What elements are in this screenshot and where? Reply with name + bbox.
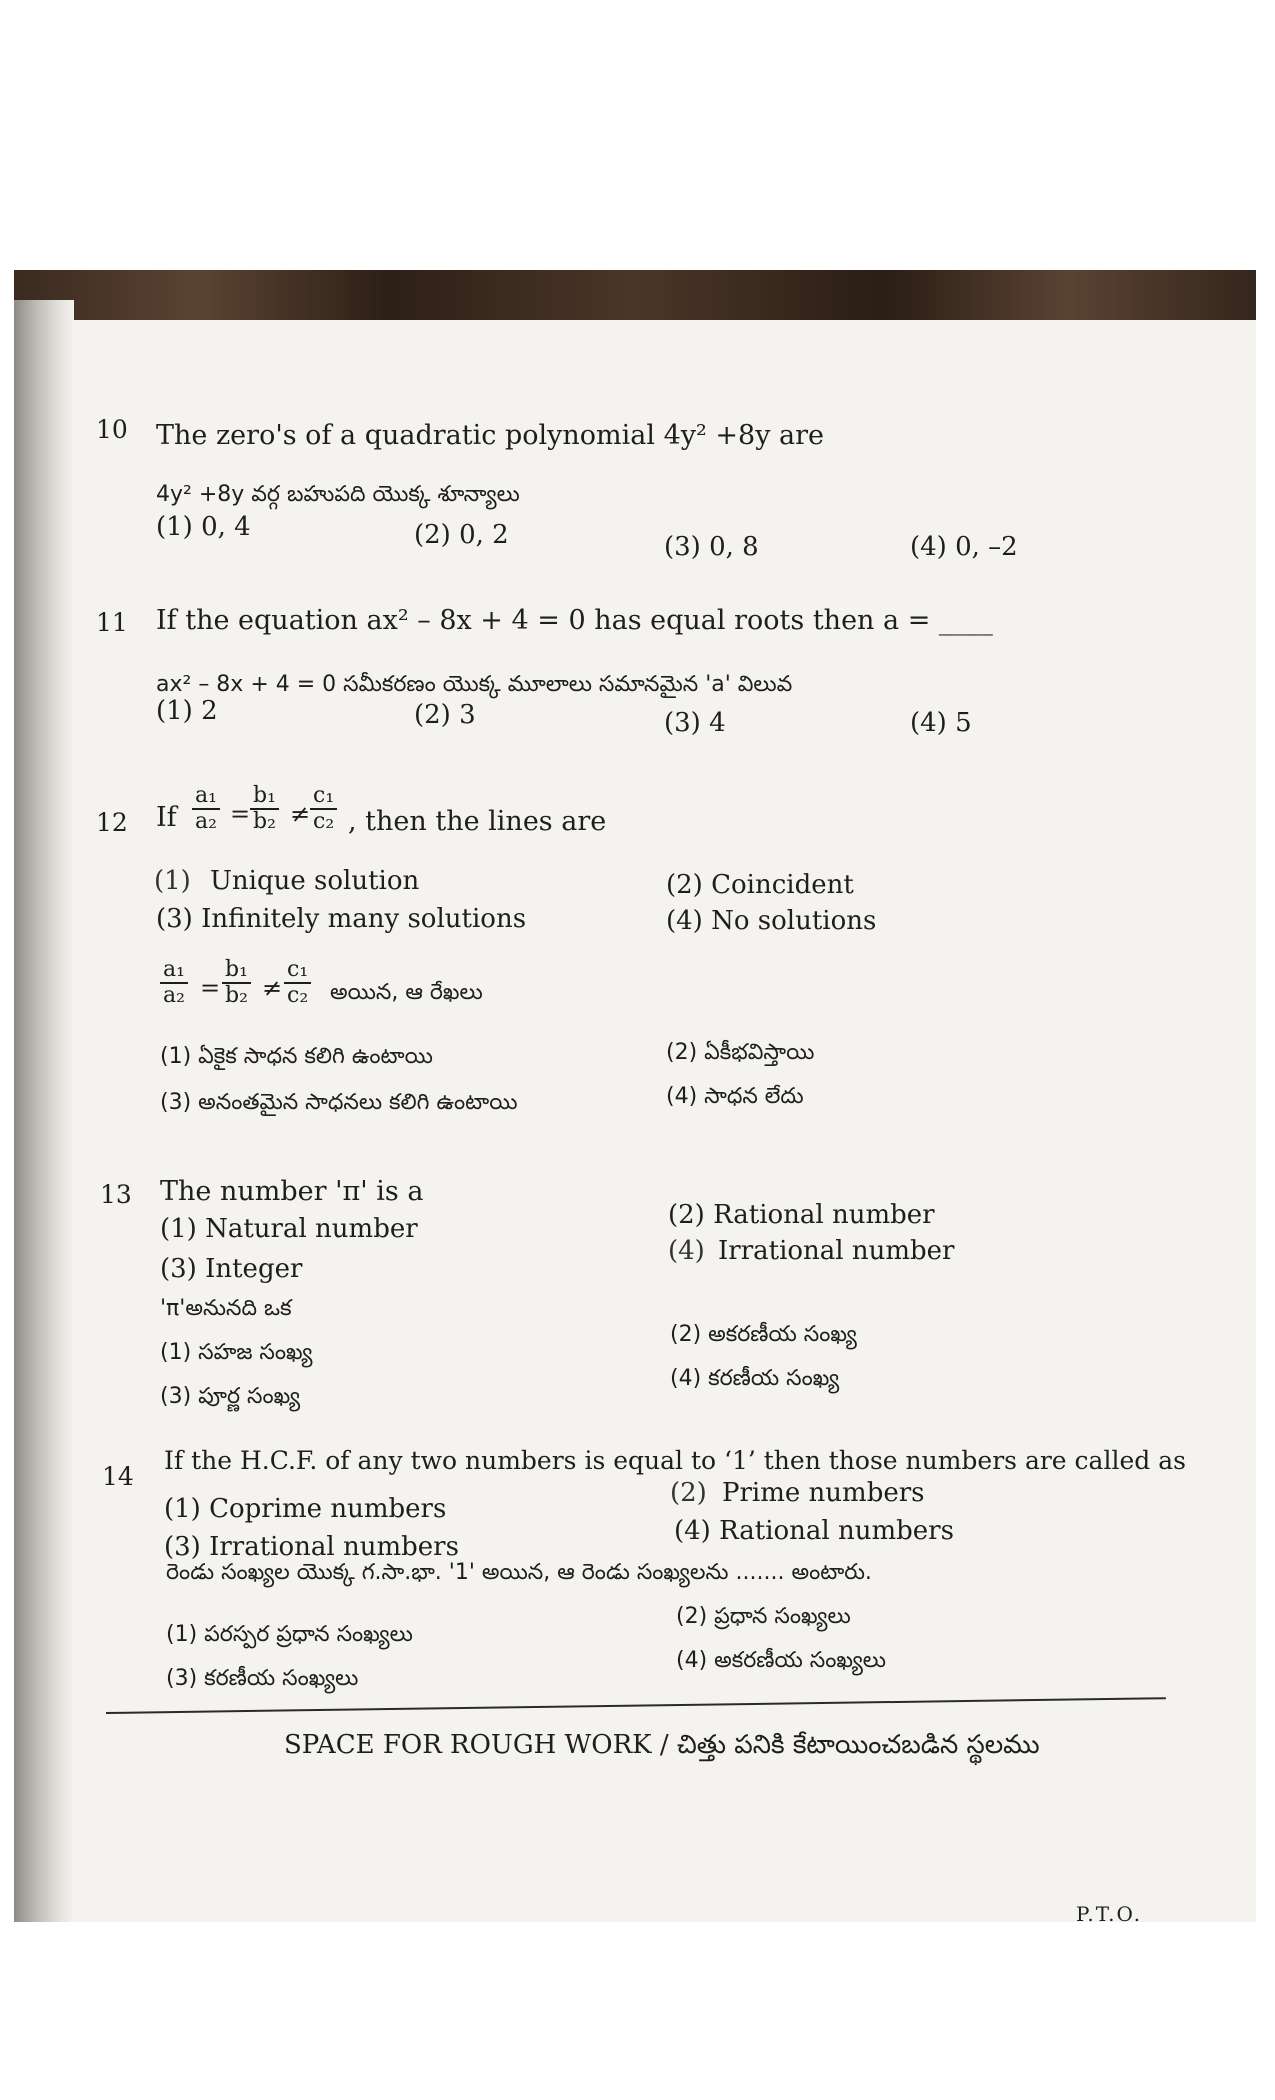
fraction-b1-b2 <box>222 958 251 1008</box>
equals-sign: = <box>230 800 251 828</box>
option-1: (1) Coprime numbers <box>164 1494 447 1524</box>
option-2-telugu: (2) ఏకీభవిస్తాయి <box>666 1040 815 1065</box>
question-text-telugu: ax² – 8x + 4 = 0 సమీకరణం యొక్క మూలాలు సమానమైన 'a' విలువ <box>156 672 793 697</box>
option-1-telugu: (1) ఏకైక సాధన కలిగి ఉంటాయి <box>160 1044 433 1069</box>
fraction-c1-c2 <box>284 958 311 1008</box>
option-3-telugu: (3) అనంతమైన సాధనలు కలిగి ఉంటాయి <box>160 1090 518 1115</box>
option-4-telugu: (4) అకరణీయ సంఖ్యలు <box>676 1648 886 1673</box>
fraction-a1-a2 <box>192 784 220 834</box>
option-2-telugu: (2) అకరణీయ సంఖ్య <box>670 1322 857 1347</box>
question-number: 12 <box>96 808 128 837</box>
denominator: a₂ <box>163 983 185 1009</box>
numerator: c₁ <box>310 784 337 810</box>
question-text-telugu: 'π'అనునది ఒక <box>160 1296 292 1321</box>
option-2: (2) 0, 2 <box>414 520 509 550</box>
option-2: (2) 3 <box>414 700 476 730</box>
option-4: (4) 5 <box>910 708 972 738</box>
question-text-english: The number 'π' is a <box>160 1176 424 1207</box>
question-number: 14 <box>102 1462 134 1491</box>
option-3: (3) Irrational numbers <box>164 1532 459 1562</box>
option-4: Irrational number <box>718 1236 955 1266</box>
fraction-b1-b2 <box>250 784 279 834</box>
question-text-english: If the H.C.F. of any two numbers is equal to ‘1’ then those numbers are called as <box>164 1446 1186 1475</box>
option-3: (3) 4 <box>664 708 726 738</box>
question-number: 10 <box>96 415 128 444</box>
denominator: c₂ <box>287 983 309 1009</box>
numerator: a₁ <box>160 958 188 984</box>
option-2-telugu: (2) ప్రధాన సంఖ్యలు <box>676 1604 851 1629</box>
handwritten-tick-mark: (1) <box>154 866 191 896</box>
option-4-telugu: (4) సాధన లేదు <box>666 1084 804 1109</box>
denominator: c₂ <box>313 809 335 835</box>
rough-work-label: SPACE FOR ROUGH WORK / చిత్తు పనికి కేటాయించబడిన స్థలము <box>284 1730 1040 1760</box>
option-1-telugu: (1) పరస్పర ప్రధాన సంఖ్యలు <box>166 1622 413 1647</box>
option-2: Prime numbers <box>722 1478 925 1508</box>
fraction-c1-c2 <box>310 784 337 834</box>
option-3: (3) 0, 8 <box>664 532 759 562</box>
question-text-english: , then the lines are <box>348 806 607 837</box>
not-equal-sign: ≠ <box>290 800 311 828</box>
option-2: (2) Rational number <box>668 1200 935 1230</box>
option-4: (4) No solutions <box>666 906 877 936</box>
option-4-telugu: (4) కరణీయ సంఖ్య <box>670 1366 840 1391</box>
option-1: (1) 0, 4 <box>156 512 251 542</box>
question-text-english: If the equation ax² – 8x + 4 = 0 has equal roots then a = ____ <box>156 605 993 636</box>
denominator: a₂ <box>195 809 217 835</box>
option-3: (3) Infinitely many solutions <box>156 904 527 934</box>
page-binding-edge <box>14 300 74 1922</box>
numerator: b₁ <box>250 784 279 810</box>
option-1: (1) Natural number <box>160 1214 418 1244</box>
pto-label: P.T.O. <box>1076 1902 1143 1926</box>
numerator: a₁ <box>192 784 220 810</box>
numerator: b₁ <box>222 958 251 984</box>
question-number: 11 <box>96 608 128 637</box>
equals-sign: = <box>200 974 221 1002</box>
question-number: 13 <box>100 1180 132 1209</box>
option-1: Unique solution <box>210 866 420 896</box>
option-4: (4) 0, –2 <box>910 532 1018 562</box>
question-text-telugu: రెండు సంఖ్యల యొక్క గ.సా.భా. '1' అయిన, ఆ రెండు సంఖ్యలను ....... అంటారు. <box>166 1560 872 1585</box>
question-text-telugu: అయిన, ఆ రేఖలు <box>330 980 483 1005</box>
question-text-english: The zero's of a quadratic polynomial 4y² +8y are <box>156 420 825 451</box>
option-3-telugu: (3) పూర్ణ సంఖ్య <box>160 1384 301 1409</box>
handwritten-tick-mark: (4) <box>668 1236 705 1266</box>
handwritten-tick-mark: (2) <box>670 1478 707 1508</box>
fraction-a1-a2 <box>160 958 188 1008</box>
if-word: If <box>156 802 177 833</box>
not-equal-sign: ≠ <box>262 974 283 1002</box>
denominator: b₂ <box>253 809 276 835</box>
question-text-telugu: 4y² +8y వర్గ బహుపది యొక్క శూన్యాలు <box>156 482 520 507</box>
option-1-telugu: (1) సహజ సంఖ్య <box>160 1340 313 1365</box>
option-1: (1) 2 <box>156 696 218 726</box>
option-3: (3) Integer <box>160 1254 303 1284</box>
option-4: (4) Rational numbers <box>674 1516 954 1546</box>
option-2: (2) Coincident <box>666 870 854 900</box>
denominator: b₂ <box>225 983 248 1009</box>
option-3-telugu: (3) కరణీయ సంఖ్యలు <box>166 1666 359 1691</box>
numerator: c₁ <box>284 958 311 984</box>
